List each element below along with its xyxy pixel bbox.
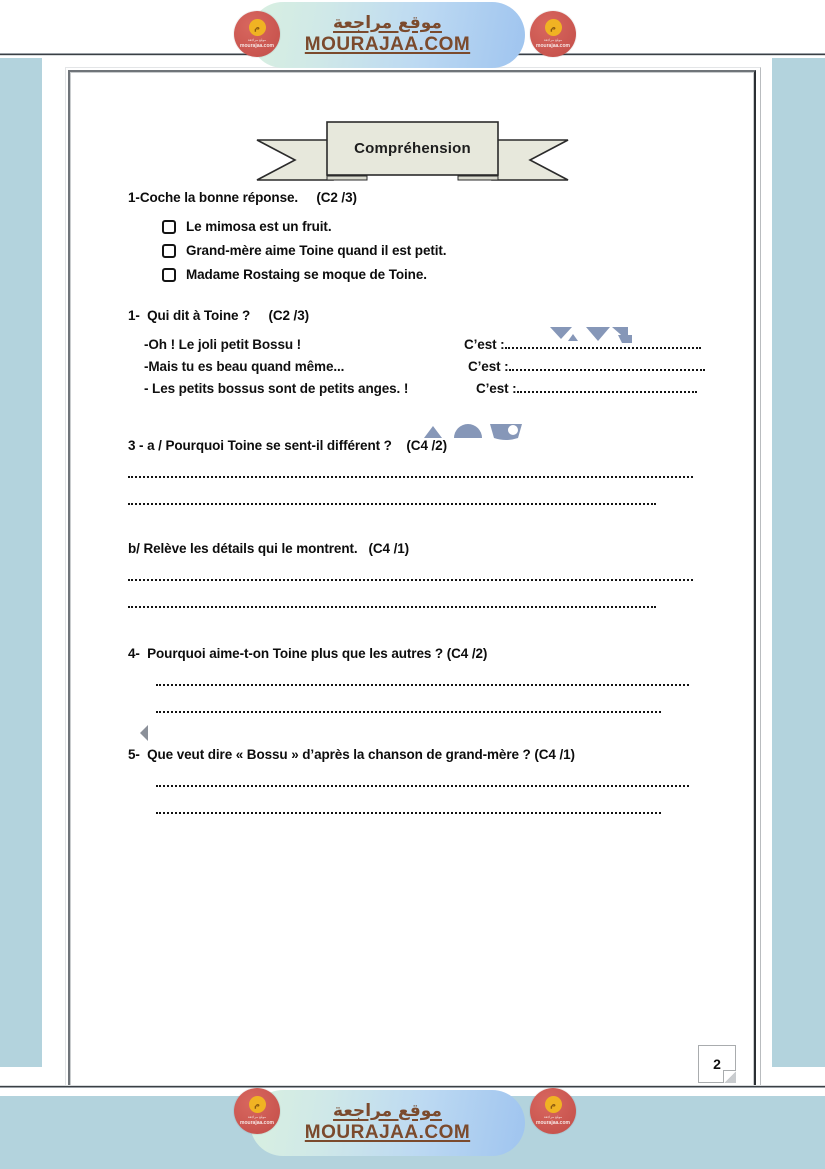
match-answer-tag: C’est :	[476, 381, 517, 396]
logo-emblem-icon: م	[249, 1096, 266, 1113]
question-block	[128, 438, 756, 511]
footer-watermark-text	[247, 1092, 525, 1152]
question-score: (C4 /2)	[446, 646, 488, 661]
scan-artifact-shape	[548, 325, 643, 347]
scan-artifact	[418, 418, 528, 449]
watermark-domain-text: MOURAJAA.COM	[304, 33, 471, 55]
banner-title: Compréhension	[354, 139, 471, 157]
answer-dotted-line[interactable]	[156, 711, 661, 713]
logo-arabic-label: موقع مراجعة	[543, 38, 563, 43]
scan-artifact	[548, 325, 643, 352]
logo-emblem-icon: م	[249, 19, 266, 36]
checkbox-option[interactable]	[84, 267, 756, 282]
question-number: 3 - a /	[128, 438, 162, 453]
question-score: (C4 /1)	[368, 541, 410, 556]
answer-dotted-line[interactable]	[156, 812, 661, 814]
question-block	[128, 190, 756, 282]
question-block	[128, 747, 756, 820]
page-number-badge	[698, 1045, 736, 1083]
answer-lines	[128, 469, 756, 511]
question-score: (C2 /3)	[268, 308, 309, 323]
question-heading	[128, 308, 756, 323]
question-prompt: Coche la bonne réponse.	[139, 190, 299, 205]
logo-domain-label: mourajaa.com	[240, 42, 274, 49]
watermark-arabic-text: موقع مراجعة	[333, 12, 442, 33]
question-block	[128, 646, 756, 719]
header-watermark-text	[247, 4, 525, 64]
question-number: 1-	[128, 190, 140, 205]
question-score: (C4 /1)	[534, 747, 575, 762]
answer-dotted-line[interactable]	[128, 579, 693, 581]
left-triangle-marker-icon	[139, 725, 149, 741]
match-rows	[144, 337, 756, 396]
question-prompt: Pourquoi Toine se sent-il différent ?	[165, 438, 392, 453]
scan-artifact-shape	[418, 418, 528, 444]
checkbox-icon[interactable]	[162, 220, 176, 234]
answer-dotted-line[interactable]	[156, 684, 689, 686]
question-number: 1-	[128, 308, 140, 323]
cursor-marker-icon	[139, 725, 149, 746]
match-row	[144, 359, 756, 374]
match-answer-tag: C’est :	[464, 337, 505, 352]
page-number-value: 2	[713, 1056, 721, 1072]
checkbox-option-label: Madame Rostaing se moque de Toine.	[186, 267, 427, 282]
watermark-domain-text: MOURAJAA.COM	[304, 1121, 471, 1143]
logo-domain-label: mourajaa.com	[536, 1119, 570, 1126]
question-prompt: Relève les détails qui le montrent.	[143, 541, 358, 556]
checkbox-option-label: Le mimosa est un fruit.	[186, 219, 332, 234]
question-score: (C4 /2)	[406, 438, 447, 453]
question-heading	[128, 747, 756, 762]
logo-arabic-label: موقع مراجعة	[247, 38, 267, 43]
answer-dotted-line[interactable]	[156, 785, 689, 787]
answer-dotted-line[interactable]	[128, 503, 656, 505]
right-gutter	[772, 58, 825, 1067]
watermark-arabic-text: موقع مراجعة	[333, 1100, 442, 1121]
question-number: 4-	[128, 646, 140, 661]
question-number: b/	[128, 541, 140, 556]
question-prompt: Pourquoi aime-t-on Toine plus que les autres ?	[147, 646, 444, 661]
answer-lines	[156, 677, 756, 719]
logo-domain-label: mourajaa.com	[240, 1119, 274, 1126]
question-score: (C2 /3)	[316, 190, 357, 205]
logo-arabic-label: موقع مراجعة	[247, 1115, 267, 1120]
question-heading	[128, 190, 756, 205]
footer-rule	[0, 1085, 825, 1088]
question-prompt: Que veut dire « Bossu » d’après la chanson de grand-mère ?	[147, 747, 531, 762]
logo-emblem-icon: م	[545, 19, 562, 36]
checkbox-option[interactable]	[84, 243, 756, 258]
checkbox-options	[84, 219, 756, 282]
checkbox-icon[interactable]	[162, 268, 176, 282]
match-quote: -Oh ! Le joli petit Bossu !	[144, 337, 302, 352]
match-answer-tag: C’est :	[468, 359, 509, 374]
page-fold-corner-icon	[723, 1070, 736, 1083]
question-number: 5-	[128, 747, 140, 762]
mourajaa-logo-icon	[530, 11, 576, 57]
answer-dotted-line[interactable]	[128, 606, 656, 608]
answer-lines	[156, 778, 756, 820]
section-banner	[255, 118, 570, 184]
mourajaa-logo-icon	[234, 1088, 280, 1134]
question-heading	[128, 646, 756, 661]
question-block	[128, 308, 756, 396]
questions-container	[68, 190, 756, 820]
mourajaa-logo-icon	[530, 1088, 576, 1134]
logo-emblem-icon: م	[545, 1096, 562, 1113]
left-gutter	[0, 58, 42, 1067]
question-heading	[128, 541, 756, 556]
match-row	[144, 337, 756, 352]
logo-arabic-label: موقع مراجعة	[543, 1115, 563, 1120]
answer-dotted-line[interactable]	[128, 476, 693, 478]
checkbox-option-label: Grand-mère aime Toine quand il est petit.	[186, 243, 447, 258]
answer-dotted-line[interactable]	[509, 369, 705, 371]
logo-domain-label: mourajaa.com	[536, 42, 570, 49]
match-row	[144, 381, 756, 396]
match-quote: -Mais tu es beau quand même...	[144, 359, 345, 374]
answer-dotted-line[interactable]	[517, 391, 697, 393]
mourajaa-logo-icon	[234, 11, 280, 57]
checkbox-icon[interactable]	[162, 244, 176, 258]
match-quote: - Les petits bossus sont de petits anges. !	[144, 381, 409, 396]
answer-lines	[128, 572, 756, 614]
question-prompt: Qui dit à Toine ?	[147, 308, 251, 323]
question-block	[128, 541, 756, 614]
checkbox-option[interactable]	[84, 219, 756, 234]
